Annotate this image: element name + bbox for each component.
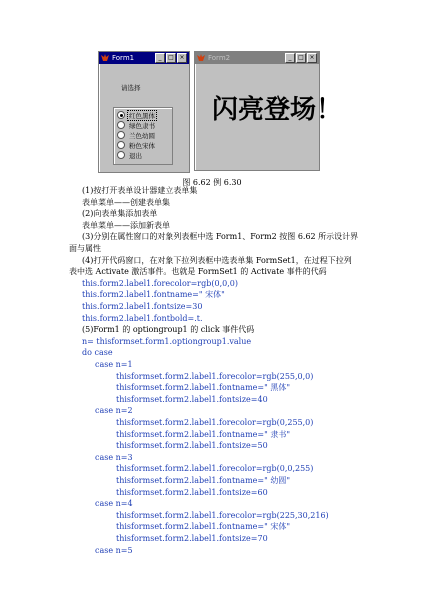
form1-title: Form1 (112, 54, 135, 62)
code-line: case n=3 (95, 452, 133, 462)
text-line: 表中选 Activate 激活事件。也就是 FormSet1 的 Activate 事件的代码 (69, 267, 327, 277)
option-green-lishu[interactable] (117, 120, 172, 130)
code-line: do case (82, 348, 113, 358)
option-red-heiti[interactable] (117, 110, 172, 120)
form2-titlebar[interactable] (195, 52, 319, 64)
code-line: this.form2.label1.fontsize=30 (82, 302, 203, 311)
figure-caption: 图 6.62 例 6.30 (182, 178, 242, 187)
code-line: thisformset.form2.label1.fontsize=50 (116, 441, 268, 451)
code-line: thisformset.form2.label1.fontname=" 幼圆" (116, 476, 291, 485)
option-label: 粉色宋体 (129, 141, 155, 150)
code-line: thisformset.form2.label1.forecolor=rgb(225,30,216) (116, 510, 329, 520)
text-line: 表单菜单——添加新表单 (82, 220, 170, 230)
code-line: n= thisformset.form1.optiongroup1.value (82, 336, 252, 346)
code-line: this.form2.label1.forecolor=rgb(0,0,0) (82, 278, 238, 288)
option-label: 退出 (129, 151, 142, 160)
code-line: thisformset.form2.label1.forecolor=rgb(0,0,255) (116, 464, 314, 474)
code-line: case n=4 (95, 499, 133, 509)
code-line: this.form2.label1.fontname=" 宋体" (82, 290, 225, 300)
prompt-label: 请选择 (121, 84, 141, 92)
form2-window (194, 51, 343, 171)
option-pink-songti[interactable] (117, 140, 172, 150)
maximize-button[interactable]: □ (166, 53, 176, 63)
code-line: case n=1 (95, 360, 133, 369)
text-line: (4)打开代码窗口，在对象下拉列表框中选表单集 FormSet1，在过程下拉列 (82, 255, 352, 265)
text-line: (1)按打开表单设计器建立表单集 (82, 186, 198, 195)
option-blue-youyuan[interactable] (117, 130, 172, 140)
close-button[interactable]: × (177, 53, 187, 63)
fox-icon (101, 54, 109, 62)
code-line: thisformset.form2.label1.fontname=" 隶书" (116, 429, 291, 439)
radio-selected-icon (117, 111, 125, 119)
maximize-button[interactable]: □ (296, 53, 306, 63)
form2-window-controls (285, 53, 317, 63)
code-line: thisformset.form2.label1.fontsize=70 (116, 534, 268, 543)
option-label: 兰色幼圆 (129, 131, 155, 140)
form1-window-controls (155, 53, 187, 63)
code-line: thisformset.form2.label1.fontname=" 黑体" (116, 383, 291, 393)
text-line: (3)分别在属性窗口的对象列表框中选 Form1、Form2 按图 6.62 所示设计界 (82, 232, 359, 242)
form1-titlebar[interactable] (99, 52, 189, 64)
text-line: (5)Form1 的 optiongroup1 的 click 事件代码 (82, 325, 255, 335)
form2-label1: 闪亮登场！ (212, 95, 343, 125)
code-line: thisformset.form2.label1.forecolor=rgb(255,0,0) (116, 371, 314, 381)
option-group (113, 107, 173, 165)
code-line: case n=5 (95, 545, 133, 555)
text-line: 表单菜单——创建表单集 (82, 197, 170, 207)
radio-icon (117, 151, 125, 159)
code-line: thisformset.form2.label1.forecolor=rgb(0,255,0) (116, 418, 314, 427)
option-label: 红色黑体 (129, 111, 155, 120)
form1-window (98, 51, 190, 173)
code-line: thisformset.form2.label1.fontname=" 宋体" (116, 522, 291, 532)
option-label: 绿色隶书 (129, 121, 155, 130)
text-line: (2)向表单集添加表单 (82, 209, 158, 219)
minimize-button[interactable]: _ (155, 53, 165, 63)
radio-icon (117, 141, 125, 149)
form2-title: Form2 (208, 54, 231, 62)
text-line: 面与属性 (69, 244, 101, 253)
close-button[interactable]: × (307, 53, 317, 63)
code-line: thisformset.form2.label1.fontsize=40 (116, 394, 268, 404)
fox-icon (197, 54, 205, 62)
code-line: this.form2.label1.fontbold=.t. (82, 313, 203, 323)
option-exit[interactable] (117, 150, 172, 160)
minimize-button[interactable]: _ (285, 53, 295, 63)
code-line: thisformset.form2.label1.fontsize=60 (116, 487, 268, 497)
radio-icon (117, 121, 125, 129)
radio-icon (117, 131, 125, 139)
code-line: case n=2 (95, 406, 133, 416)
